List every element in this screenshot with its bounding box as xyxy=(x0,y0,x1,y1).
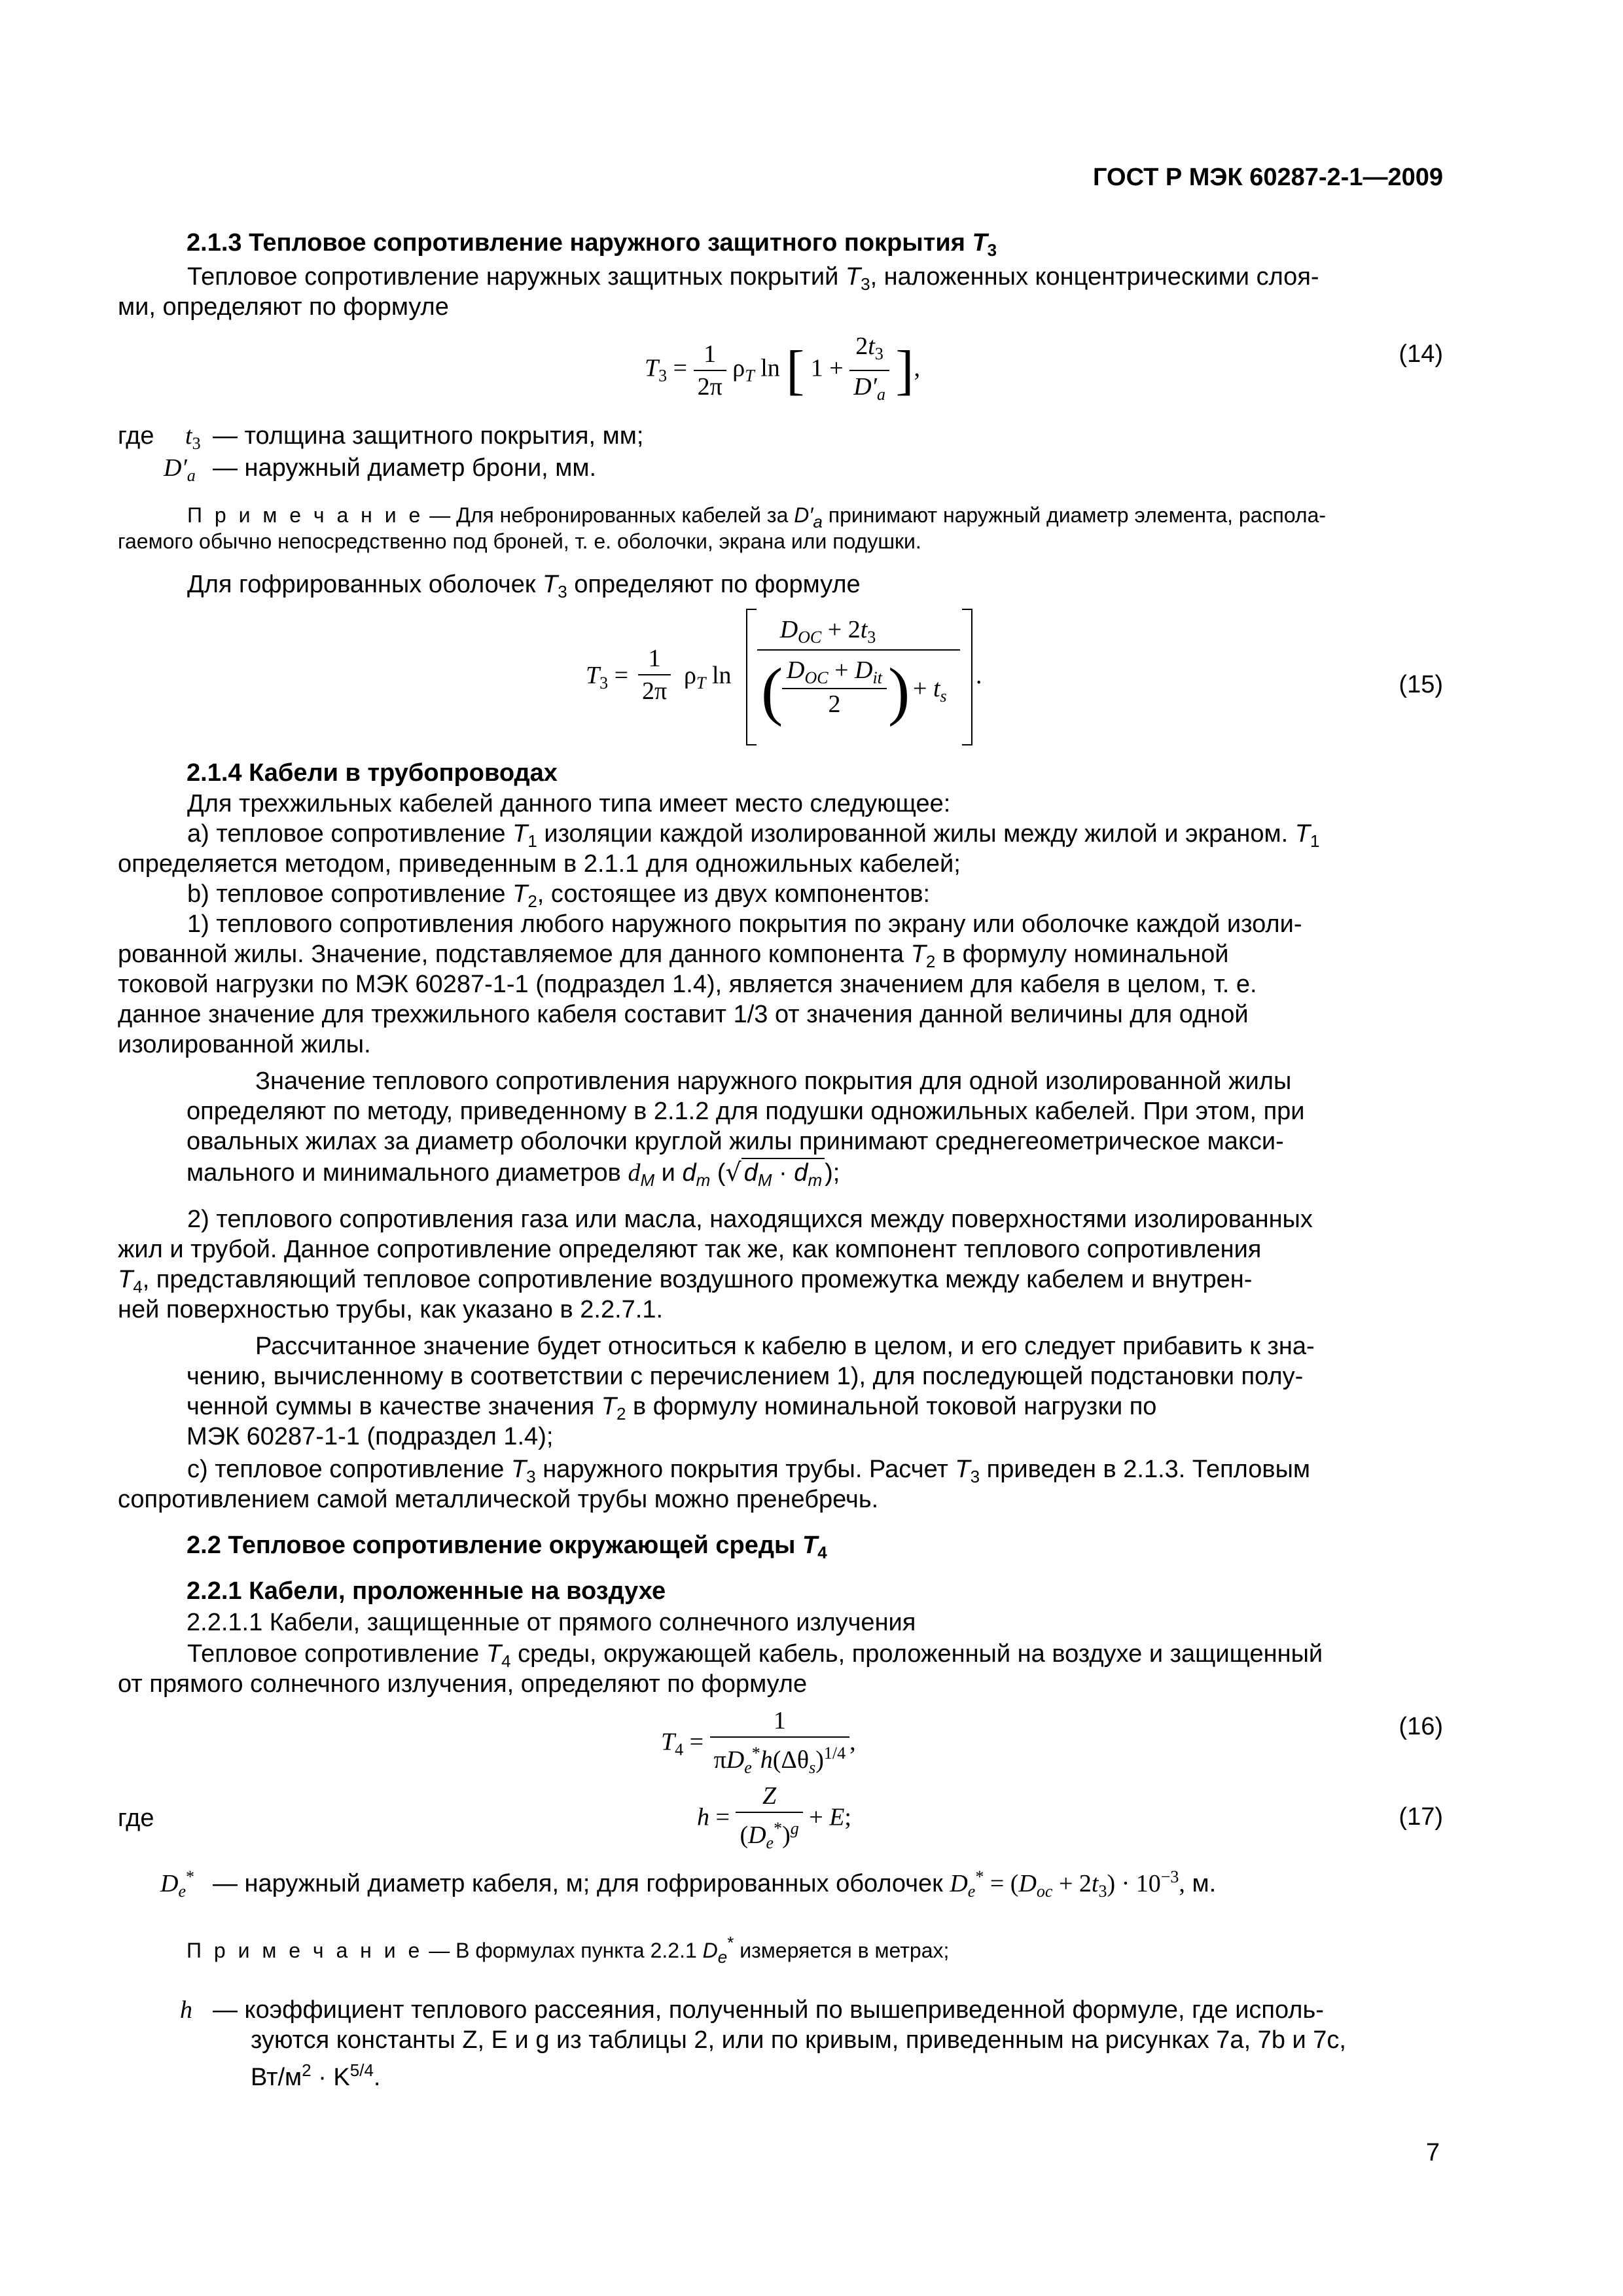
paragraph: Для трехжильных кабелей данного типа имеет место следующее: xyxy=(187,790,951,817)
paragraph: от прямого солнечного излучения, определяют по формуле xyxy=(118,1670,808,1698)
equation-number-14: (14) xyxy=(1399,340,1443,368)
equation-number-15: (15) xyxy=(1399,671,1443,698)
definition-text: — наружный диаметр кабеля, м; для гофрированных оболочек $D_e^* = (D_{oc} + 2t_3) \cdot 10^{-3}$, м. xyxy=(213,1867,1217,1901)
list-item-1-line: токовой нагрузки по МЭК 60287-1-1 (подраздел 1.4), является значением для кабеля в целом, т. е. xyxy=(118,971,1257,998)
where-label: где xyxy=(118,1804,154,1832)
list-item-c-continued: сопротивлением самой металлической трубы можно пренебречь. xyxy=(118,1486,879,1513)
list-item-1-line: изолированной жилы. xyxy=(118,1031,371,1058)
paragraph-line: чению, вычисленному в соответствии с перечислением 1), для последующей подстановки полу- xyxy=(187,1363,1304,1390)
paragraph-line: Значение теплового сопротивления наружного покрытия для одной изолированной жилы xyxy=(255,1067,1292,1095)
formula-15: $T_3$ = $\frac{1}{2\pi}$ $\rho_T$ ln $D_{OC} + 2t_3$ ( $D_{OC} + D_{it}$ 2 ) + $t_s$ . xyxy=(586,609,978,746)
formula-16: $T_4$ = $\frac{1}{\pi D_e^*h(\Delta\theta_s)^{1/4}}$ , xyxy=(661,1705,856,1784)
paragraph: Тепловое сопротивление $T_4$ среды, окружающей кабель, проложенный на воздухе и защищенный xyxy=(187,1640,1323,1671)
section-heading-2-2-1: 2.2.1 Кабели, проложенные на воздухе xyxy=(187,1577,666,1605)
list-item-1-line: данное значение для трехжильного кабеля составит 1/3 от значения данной величины для одной xyxy=(118,1001,1249,1028)
note-continued: гаемого обычно непосредственно под броней, т. е. оболочки, экрана или подушки. xyxy=(118,529,921,553)
list-item-1: 1) теплового сопротивления любого наружного покрытия по экрану или оболочке каждой изоли- xyxy=(187,910,1302,938)
list-item-b: b) тепловое сопротивление $T_2$, состоящее из двух компонентов: xyxy=(187,880,931,911)
section-heading-2-2: 2.2 Тепловое сопротивление окружающей среды $T_4$ xyxy=(187,1532,827,1562)
list-item-2-line: $T_4$, представляющий тепловое сопротивление воздушного промежутка между кабелем и внутрен- xyxy=(118,1266,1253,1297)
list-item-2: 2) теплового сопротивления газа или масла, находящихся между поверхностями изолированных xyxy=(187,1206,1313,1233)
paragraph-line: определяют по методу, приведенному в 2.1.2 для подушки одножильных кабелей. При этом, при xyxy=(187,1098,1305,1125)
list-item-a: а) тепловое сопротивление $T_1$ изоляции каждой изолированной жилы между жилой и экраном. $T_1$ xyxy=(187,820,1320,851)
section-heading-2-1-4: 2.1.4 Кабели в трубопроводах xyxy=(187,759,558,787)
subsection-heading-2-2-1-1: 2.2.1.1 Кабели, защищенные от прямого солнечного излучения xyxy=(187,1609,916,1636)
definition-symbol-t3: $t_3$ xyxy=(185,422,201,453)
definition-symbol-de: $D_e^*$ xyxy=(160,1867,194,1901)
paragraph: Тепловое сопротивление наружных защитных покрытий $T_3$, наложенных концентрическими слоя- xyxy=(187,263,1319,294)
paragraph-line: МЭК 60287-1-1 (подраздел 1.4); xyxy=(187,1423,554,1450)
list-item-2-line: жил и трубой. Данное сопротивление определяют так же, как компонент теплового сопротивления xyxy=(118,1236,1262,1263)
definition-symbol-da: $D'_a$ xyxy=(164,454,196,485)
paragraph-line: Рассчитанное значение будет относиться к кабелю в целом, и его следует прибавить к зна- xyxy=(255,1333,1315,1360)
definition-text-line: $Вт/м^2 \cdot K^{5/4}$. xyxy=(251,2060,381,2091)
paragraph-line: мального и минимального диаметров $d_M$ и $d_m$ (√ $d_M \cdot d_m$ ); xyxy=(187,1158,840,1190)
list-item-c: c) тепловое сопротивление $T_3$ наружного покрытия трубы. Расчет $T_3$ приведен в 2.1.3. Тепловым xyxy=(187,1456,1311,1486)
paragraph: Для гофрированных оболочек $T_3$ определяют по формуле xyxy=(187,571,861,601)
page-number: 7 xyxy=(1425,2139,1440,2166)
section-heading-2-1-3: 2.1.3 Тепловое сопротивление наружного защитного покрытия $T_3$ xyxy=(187,229,997,260)
note: П р и м е ч а н и е — Для небронированных кабелей за $D'_a$ принимают наружный диаметр элемента, распола- xyxy=(187,503,1327,531)
definition-text-line: зуются константы Z, E и g из таблицы 2, или по кривым, приведенным на рисунках 7а, 7b и 7с, xyxy=(251,2026,1346,2054)
paragraph-line: овальных жилах за диаметр оболочки круглой жилы принимают среднегеометрическое макси- xyxy=(187,1128,1284,1155)
note: П р и м е ч а н и е — В формулах пункта 2.2.1 $D_e^*$ измеряется в метрах; xyxy=(187,1933,950,1967)
definition-text: — наружный диаметр брони, мм. xyxy=(213,454,597,482)
equation-number-16: (16) xyxy=(1399,1713,1443,1740)
formula-14: $T_3$ = $\frac{1}{2\pi}$ $\rho_T$ ln [ 1 + $\frac{2t_3}{D'_a}$ ], xyxy=(645,331,920,410)
paragraph-line: ченной суммы в качестве значения $T_2$ в формулу номинальной токовой нагрузки по xyxy=(187,1393,1157,1424)
list-item-2-line: ней поверхностью трубы, как указано в 2.2.7.1. xyxy=(118,1296,664,1323)
definition-text: — толщина защитного покрытия, мм; xyxy=(213,422,644,450)
list-item-1-line: рованной жилы. Значение, подставляемое для данного компонента $T_2$ в формулу номинальной xyxy=(118,941,1229,971)
equation-number-17: (17) xyxy=(1399,1803,1443,1831)
formula-17: h = $\frac{Z}{(D_e^*)^g}$ + E; xyxy=(697,1780,851,1859)
definition-text: — коэффициент теплового рассеяния, полученный по вышеприведенной формуле, где исполь- xyxy=(213,1996,1324,2024)
definition-symbol-h: h xyxy=(180,1996,192,2024)
where-label: где xyxy=(118,422,154,450)
list-item-a-continued: определяется методом, приведенным в 2.1.1 для одножильных кабелей; xyxy=(118,850,961,878)
paragraph: ми, определяют по формуле xyxy=(118,293,449,321)
document-code: ГОСТ Р МЭК 60287-2-1—2009 xyxy=(1093,164,1443,191)
